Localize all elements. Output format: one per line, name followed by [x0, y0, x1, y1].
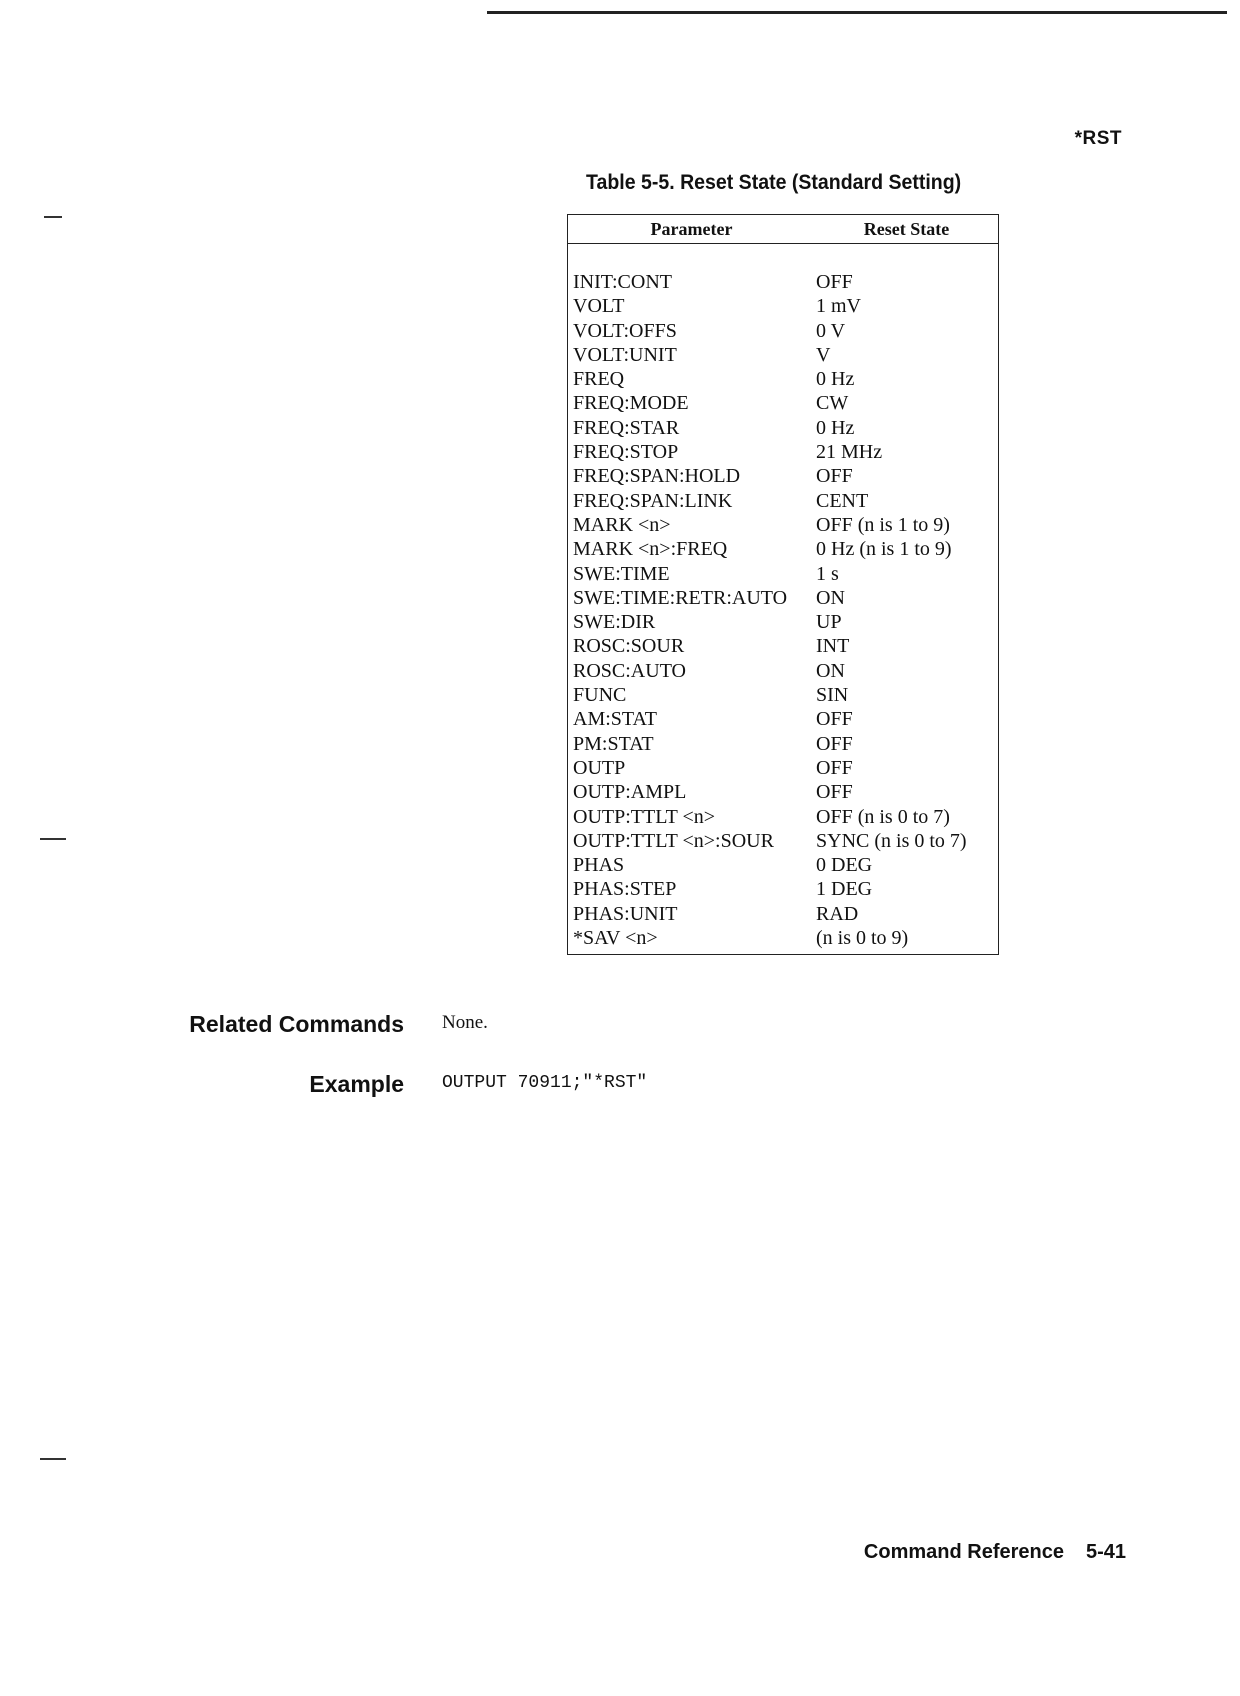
binding-mark	[44, 216, 62, 218]
footer-section: Command Reference	[863, 1541, 1064, 1563]
table-row	[568, 464, 998, 488]
parameter-cell: FREQ:MODE	[573, 392, 689, 415]
table-row	[568, 294, 998, 318]
table-row	[568, 683, 998, 707]
table-row	[568, 489, 998, 513]
table-row	[568, 391, 998, 415]
reset-state-cell: CENT	[816, 489, 869, 512]
table-row	[568, 319, 998, 343]
parameter-cell: VOLT:OFFS	[573, 319, 677, 342]
table-row	[568, 537, 998, 561]
reset-state-cell: 1 mV	[816, 295, 861, 318]
table-caption: Table 5-5. Reset State (Standard Setting)	[586, 171, 962, 194]
reset-state-cell: 0 Hz (n is 1 to 9)	[816, 538, 952, 561]
table-row	[568, 513, 998, 537]
reset-state-cell: RAD	[816, 902, 859, 925]
parameter-cell: INIT:CONT	[573, 271, 672, 293]
parameter-cell: FUNC	[573, 684, 627, 707]
table-row	[568, 270, 998, 294]
reset-state-cell: CW	[816, 392, 849, 415]
reset-state-cell: ON	[816, 659, 845, 682]
parameter-cell: FREQ:STOP	[573, 441, 679, 464]
reset-state-cell: (n is 0 to 9)	[816, 927, 909, 950]
reset-state-cell: OFF	[816, 465, 853, 488]
reset-state-cell: OFF	[816, 708, 853, 731]
reset-state-cell: 1 s	[816, 562, 839, 585]
reset-state-cell: OFF	[816, 271, 853, 293]
table-body	[568, 244, 998, 950]
parameter-cell: VOLT:UNIT	[573, 343, 677, 366]
table-row	[568, 343, 998, 367]
reset-state-cell: UP	[816, 611, 842, 634]
parameter-cell: ROSC:AUTO	[573, 659, 686, 682]
table-row	[568, 416, 998, 440]
parameter-cell: OUTP:TTLT <n>:SOUR	[573, 829, 774, 852]
table-row	[568, 707, 998, 731]
parameter-cell: *SAV <n>	[573, 927, 658, 950]
parameter-cell: PM:STAT	[573, 732, 654, 755]
reset-state-cell: 21 MHz	[816, 441, 883, 464]
reset-state-cell: 0 V	[816, 319, 846, 342]
reset-state-table	[567, 214, 999, 955]
reset-state-cell: OFF	[816, 781, 853, 804]
parameter-cell: SWE:TIME	[573, 562, 670, 585]
column-header-reset-state: Reset State	[863, 218, 950, 239]
parameter-cell: MARK <n>:FREQ	[573, 538, 728, 561]
reset-state-cell: ON	[816, 586, 845, 609]
table-row	[568, 732, 998, 756]
reset-state-cell: 0 Hz	[816, 416, 855, 439]
parameter-cell: OUTP	[573, 756, 626, 779]
table-row	[568, 586, 998, 610]
reset-state-cell: V	[816, 343, 831, 366]
parameter-cell: VOLT	[573, 295, 625, 318]
reset-state-cell: SYNC (n is 0 to 7)	[816, 829, 967, 852]
table-row	[568, 562, 998, 586]
parameter-cell: AM:STAT	[573, 708, 657, 731]
parameter-cell: FREQ	[573, 368, 625, 391]
parameter-cell: MARK <n>	[573, 513, 671, 536]
top-rule	[487, 11, 1227, 14]
table-row	[568, 610, 998, 634]
reset-state-cell: 0 Hz	[816, 368, 855, 391]
parameter-cell: ROSC:SOUR	[573, 635, 685, 658]
running-head: *RST	[1074, 128, 1122, 149]
parameter-cell: PHAS:STEP	[573, 878, 677, 901]
table-row	[568, 634, 998, 658]
parameter-cell: FREQ:SPAN:LINK	[573, 489, 733, 512]
table-row	[568, 756, 998, 780]
parameter-cell: SWE:TIME:RETR:AUTO	[573, 586, 788, 609]
column-header-parameter: Parameter	[650, 218, 733, 239]
reset-state-cell: SIN	[816, 684, 849, 707]
binding-mark	[40, 838, 66, 840]
table-row	[568, 877, 998, 901]
footer-page-number: 5-41	[1085, 1541, 1126, 1563]
parameter-cell: FREQ:STAR	[573, 416, 680, 439]
table-header	[568, 215, 998, 244]
parameter-cell: FREQ:SPAN:HOLD	[573, 465, 741, 488]
reset-state-cell: 0 DEG	[816, 854, 873, 877]
example-code: OUTPUT 70911;"*RST"	[442, 1073, 648, 1093]
parameter-cell: OUTP:TTLT <n>	[573, 805, 716, 828]
parameter-cell: SWE:DIR	[573, 611, 656, 634]
table-row	[568, 829, 998, 853]
related-commands-text: None.	[442, 1012, 488, 1033]
reset-state-cell: OFF	[816, 756, 853, 779]
reset-state-cell: OFF (n is 0 to 7)	[816, 805, 950, 828]
table-row	[568, 780, 998, 804]
table-row	[568, 853, 998, 877]
parameter-cell: OUTP:AMPL	[573, 781, 687, 804]
parameter-cell: PHAS:UNIT	[573, 902, 678, 925]
reset-state-cell: 1 DEG	[816, 878, 873, 901]
related-commands-label: Related Commands	[189, 1011, 404, 1037]
table-row	[568, 805, 998, 829]
page-footer	[864, 1541, 1126, 1564]
reset-state-cell: OFF (n is 1 to 9)	[816, 513, 950, 536]
table-row	[568, 367, 998, 391]
table-row	[568, 926, 998, 950]
example-label: Example	[309, 1071, 404, 1097]
table-row	[568, 659, 998, 683]
table-row	[568, 440, 998, 464]
binding-mark	[40, 1458, 66, 1460]
reset-state-cell: INT	[816, 635, 850, 658]
table-row	[568, 902, 998, 926]
reset-state-cell: OFF	[816, 732, 853, 755]
parameter-cell: PHAS	[573, 854, 625, 877]
